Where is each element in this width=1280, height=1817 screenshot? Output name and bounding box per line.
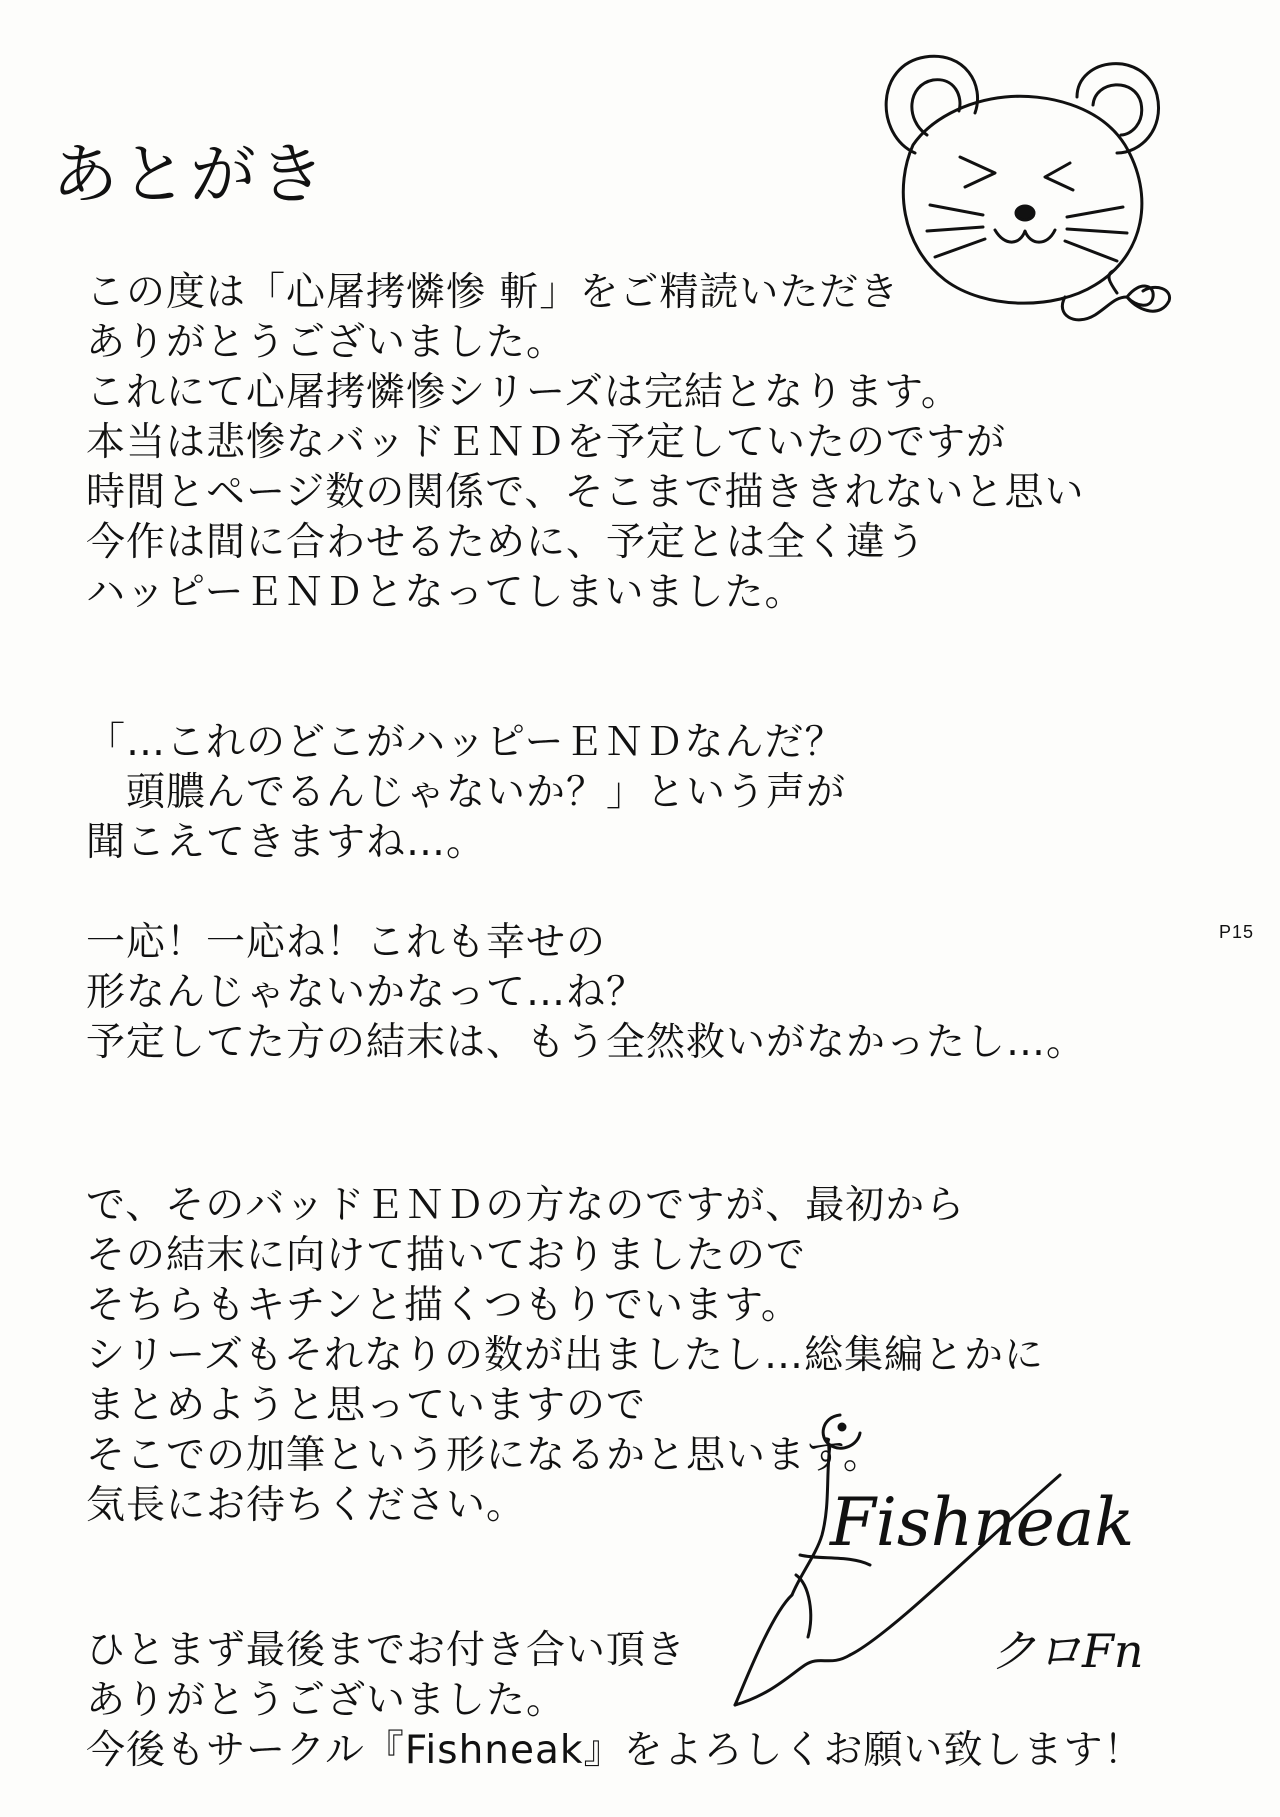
page-title: あとがき: [52, 136, 328, 214]
text-line: 一応！一応ね！これも幸せの: [86, 920, 607, 965]
paragraph-happiness: [86, 918, 1146, 1068]
text-line: 「…これのどこがハッピーＥＮＤなんだ？: [86, 720, 845, 765]
page-number: P15: [1219, 922, 1255, 942]
text-line: シリーズもそれなりの数が出ましたし…総集編とかに: [86, 1333, 1045, 1378]
text-line: 予定してた方の結末は、もう全然救いがなかったし…。: [86, 1020, 1087, 1065]
text-line: ひとまず最後までお付き合い頂き: [86, 1628, 687, 1673]
text-line: そちらもキチンと描くつもりでいます。: [86, 1283, 801, 1328]
signature-name: Fishneak: [830, 1484, 1135, 1561]
text-line: 時間とページ数の関係で、そこまで描ききれないと思い: [86, 470, 1085, 515]
text-line: ありがとうございました。: [86, 320, 567, 365]
text-line: まとめようと思っていますので: [86, 1383, 647, 1428]
text-line: その結末に向けて描いておりましたので: [86, 1233, 807, 1278]
text-line: 今後もサークル『Fishneak』をよろしくお願い致します！: [86, 1728, 1144, 1773]
paragraph-thanks: [86, 268, 1146, 618]
text-line: この度は「心屠拷憐惨 斬」をご精読いただき: [86, 270, 900, 315]
text-line: で、そのバッドＥＮＤの方なのですが、最初から: [86, 1183, 966, 1228]
text-line: これにて心屠拷憐惨シリーズは完結となります。: [86, 370, 961, 415]
text-line: 気長にお待ちください。: [86, 1483, 527, 1528]
text-line: 頭膿んでるんじゃないか？」という声が: [86, 770, 847, 815]
text-line: 形なんじゃないかなって…ね？: [86, 970, 647, 1015]
text-line: ハッピーＥＮＤとなってしまいました。: [86, 570, 805, 615]
signature-author: クロFn: [990, 1624, 1144, 1678]
text-line: 本当は悲惨なバッドＥＮＤを予定していたのですが: [86, 420, 1007, 465]
paragraph-voice: [86, 718, 1146, 868]
text-line: そこでの加筆という形になるかと思います。: [86, 1433, 883, 1478]
signature: [730, 1405, 1150, 1805]
text-line: 聞こえてきますね…。: [86, 820, 487, 865]
text-line: 今作は間に合わせるために、予定とは全く違う: [86, 520, 927, 565]
text-line: ありがとうございました。: [86, 1678, 567, 1723]
